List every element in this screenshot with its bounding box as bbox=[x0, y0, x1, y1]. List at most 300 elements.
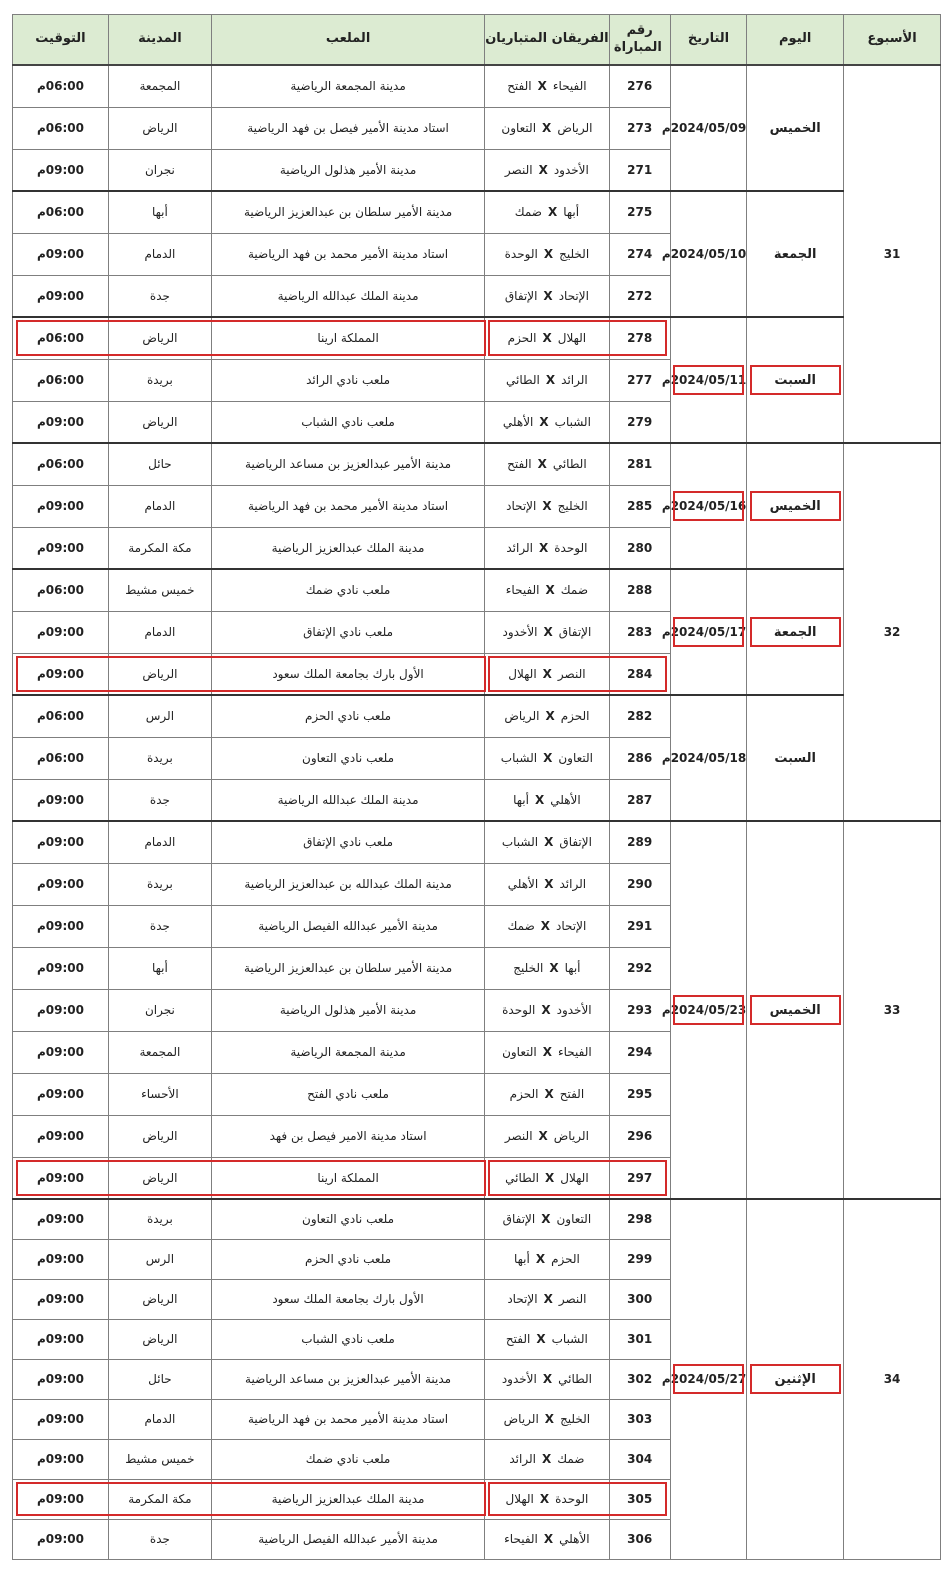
kickoff-time: 06:00م bbox=[13, 737, 109, 779]
match-teams bbox=[485, 1399, 609, 1439]
day-name: الجمعة bbox=[747, 191, 844, 317]
kickoff-time: 09:00م bbox=[13, 905, 109, 947]
city-name: الرياض bbox=[108, 107, 211, 149]
stadium-name: مدينة الأمير عبدالعزيز بن مساعد الرياضية bbox=[211, 1359, 484, 1399]
kickoff-time: 06:00م bbox=[13, 569, 109, 611]
vs-mark: X bbox=[544, 1170, 555, 1185]
match-teams bbox=[485, 191, 609, 233]
vs-mark: X bbox=[545, 373, 556, 387]
stadium-name: المملكة ارينا bbox=[211, 317, 484, 359]
kickoff-time: 09:00م bbox=[13, 1519, 109, 1559]
match-teams bbox=[485, 1359, 609, 1399]
city-name: المجمعة bbox=[108, 1031, 211, 1073]
away-team: الفيحاء bbox=[504, 1532, 538, 1546]
away-team: الرائد bbox=[509, 1452, 536, 1466]
match-teams bbox=[485, 317, 609, 359]
match-number: 296 bbox=[609, 1115, 670, 1157]
header-row bbox=[13, 15, 941, 66]
match-teams bbox=[485, 1479, 609, 1519]
kickoff-time: 09:00م bbox=[13, 1239, 109, 1279]
match-teams bbox=[485, 1031, 609, 1073]
match-number: 287 bbox=[609, 779, 670, 821]
match-teams bbox=[485, 947, 609, 989]
match-number: 291 bbox=[609, 905, 670, 947]
city-name: جدة bbox=[108, 779, 211, 821]
stadium-name: ملعب نادي ضمك bbox=[211, 569, 484, 611]
home-team: التعاون bbox=[558, 751, 594, 765]
match-number: 289 bbox=[609, 821, 670, 863]
home-team: الرائد bbox=[559, 877, 587, 891]
match-teams bbox=[485, 779, 609, 821]
match-teams bbox=[485, 1439, 609, 1479]
match-number: 273 bbox=[609, 107, 670, 149]
match-teams bbox=[485, 1279, 609, 1319]
stadium-name: مدينة المجمعة الرياضية bbox=[211, 65, 484, 107]
home-team: أبها bbox=[563, 205, 580, 220]
away-team: التعاون bbox=[502, 1045, 537, 1059]
city-name: الدمام bbox=[108, 233, 211, 275]
away-team: الطائي bbox=[506, 373, 540, 387]
home-team: الأخدود bbox=[556, 1003, 592, 1017]
match-number: 301 bbox=[609, 1319, 670, 1359]
match-teams bbox=[485, 1239, 609, 1279]
city-name: مكة المكرمة bbox=[108, 527, 211, 569]
match-teams bbox=[485, 1519, 609, 1559]
home-team: الرياض bbox=[557, 121, 593, 135]
match-teams bbox=[485, 149, 609, 191]
match-date: 2024/05/16م bbox=[670, 443, 746, 569]
header-match-no: رقم المباراة bbox=[609, 15, 670, 66]
match-number: 304 bbox=[609, 1439, 670, 1479]
match-teams bbox=[485, 485, 609, 527]
kickoff-time: 09:00م bbox=[13, 1439, 109, 1479]
home-team: الطائي bbox=[552, 457, 587, 472]
away-team: الشباب bbox=[500, 751, 538, 765]
city-name: بريدة bbox=[108, 359, 211, 401]
stadium-name: ملعب نادي الشباب bbox=[211, 401, 484, 443]
home-team: النصر bbox=[557, 666, 586, 681]
city-name: الرياض bbox=[108, 1157, 211, 1199]
kickoff-time: 09:00م bbox=[13, 401, 109, 443]
match-row bbox=[13, 1199, 941, 1239]
away-team: الوحدة bbox=[502, 1003, 536, 1017]
home-team: الفيحاء bbox=[552, 79, 587, 94]
away-team: الفتح bbox=[507, 79, 532, 94]
vs-mark: X bbox=[537, 79, 547, 94]
away-team: أبها bbox=[513, 1252, 530, 1266]
kickoff-time: 09:00م bbox=[13, 863, 109, 905]
home-team: الخليج bbox=[560, 1412, 591, 1426]
match-teams bbox=[485, 401, 609, 443]
away-team: الهلال bbox=[508, 666, 537, 681]
vs-mark: X bbox=[545, 583, 555, 598]
vs-mark: X bbox=[543, 288, 553, 303]
away-team: الرياض bbox=[504, 709, 540, 724]
match-teams bbox=[485, 737, 609, 779]
city-name: الرس bbox=[108, 1239, 211, 1279]
vs-mark: X bbox=[544, 877, 554, 891]
day-name: السبت bbox=[747, 695, 844, 821]
day-name: الخميس bbox=[747, 821, 844, 1199]
stadium-name: استاد مدينة الامير فيصل بن فهد bbox=[211, 1115, 484, 1157]
home-team: الخليج bbox=[557, 499, 588, 513]
vs-mark: X bbox=[542, 331, 552, 346]
vs-mark: X bbox=[540, 919, 551, 933]
stadium-name: استاد مدينة الأمير محمد بن فهد الرياضية bbox=[211, 1399, 484, 1439]
kickoff-time: 06:00م bbox=[13, 695, 109, 737]
match-number: 302 bbox=[609, 1359, 670, 1399]
match-date: 2024/05/09م bbox=[670, 65, 746, 191]
match-number: 303 bbox=[609, 1399, 670, 1439]
away-team: الحزم bbox=[509, 1087, 539, 1101]
kickoff-time: 06:00م bbox=[13, 107, 109, 149]
kickoff-time: 09:00م bbox=[13, 947, 109, 989]
city-name: الدمام bbox=[108, 821, 211, 863]
vs-mark: X bbox=[542, 666, 552, 681]
vs-mark: X bbox=[541, 1003, 551, 1017]
match-teams bbox=[485, 1199, 609, 1239]
city-name: الأحساء bbox=[108, 1073, 211, 1115]
away-team: النصر bbox=[504, 162, 533, 177]
match-number: 286 bbox=[609, 737, 670, 779]
vs-mark: X bbox=[542, 1045, 552, 1059]
match-teams bbox=[485, 821, 609, 863]
week-number: 31 bbox=[844, 65, 941, 443]
away-team: ضمك bbox=[507, 919, 535, 933]
city-name: الرياض bbox=[108, 1279, 211, 1319]
vs-mark: X bbox=[543, 247, 554, 261]
city-name: جدة bbox=[108, 905, 211, 947]
day-name: الجمعة bbox=[747, 569, 844, 695]
home-team: الأهلي bbox=[559, 1532, 590, 1546]
match-number: 290 bbox=[609, 863, 670, 905]
day-name: الخميس bbox=[747, 443, 844, 569]
stadium-name: مدينة الملك عبدالله الرياضية bbox=[211, 275, 484, 317]
vs-mark: X bbox=[535, 1252, 546, 1266]
vs-mark: X bbox=[541, 1452, 552, 1466]
vs-mark: X bbox=[542, 1372, 553, 1386]
city-name: حائل bbox=[108, 443, 211, 485]
stadium-name: مدينة الأمير عبدالله الفيصل الرياضية bbox=[211, 1519, 484, 1559]
vs-mark: X bbox=[539, 414, 549, 429]
kickoff-time: 09:00م bbox=[13, 1279, 109, 1319]
home-team: الحزم bbox=[551, 1252, 580, 1266]
match-number: 278 bbox=[609, 317, 670, 359]
away-team: النصر bbox=[504, 1129, 533, 1143]
stadium-name: مدينة الأمير سلطان بن عبدالعزيز الرياضية bbox=[211, 947, 484, 989]
week-number: 33 bbox=[844, 821, 941, 1199]
stadium-name: استاد مدينة الأمير محمد بن فهد الرياضية bbox=[211, 233, 484, 275]
match-number: 298 bbox=[609, 1199, 670, 1239]
vs-mark: X bbox=[543, 751, 553, 765]
header-time: التوقيت bbox=[13, 15, 109, 66]
match-number: 272 bbox=[609, 275, 670, 317]
home-team: الهلال bbox=[560, 1170, 589, 1185]
stadium-name: ملعب نادي التعاون bbox=[211, 737, 484, 779]
kickoff-time: 06:00م bbox=[13, 317, 109, 359]
kickoff-time: 09:00م bbox=[13, 779, 109, 821]
vs-mark: X bbox=[544, 1087, 554, 1101]
vs-mark: X bbox=[545, 709, 555, 724]
match-row bbox=[13, 695, 941, 737]
match-teams bbox=[485, 1157, 609, 1199]
kickoff-time: 09:00م bbox=[13, 1031, 109, 1073]
stadium-name: مدينة الأمير سلطان بن عبدالعزيز الرياضية bbox=[211, 191, 484, 233]
kickoff-time: 06:00م bbox=[13, 191, 109, 233]
home-team: النصر bbox=[558, 1292, 587, 1306]
home-team: الأخدود bbox=[553, 162, 589, 177]
vs-mark: X bbox=[538, 162, 548, 177]
city-name: بريدة bbox=[108, 1199, 211, 1239]
match-number: 284 bbox=[609, 653, 670, 695]
vs-mark: X bbox=[543, 1532, 554, 1546]
day-name: السبت bbox=[747, 317, 844, 443]
kickoff-time: 09:00م bbox=[13, 149, 109, 191]
vs-mark: X bbox=[541, 1212, 551, 1227]
away-team: الأهلي bbox=[507, 877, 539, 891]
home-team: الإتفاق bbox=[559, 835, 592, 850]
stadium-name: مدينة الملك عبدالله بن عبدالعزيز الرياضية bbox=[211, 863, 484, 905]
match-number: 295 bbox=[609, 1073, 670, 1115]
city-name: الرياض bbox=[108, 1115, 211, 1157]
away-team: الأهلي bbox=[502, 414, 534, 429]
home-team: الأهلي bbox=[550, 792, 581, 807]
match-number: 305 bbox=[609, 1479, 670, 1519]
stadium-name: ملعب نادي ضمك bbox=[211, 1439, 484, 1479]
home-team: ضمك bbox=[557, 1452, 585, 1466]
week-number: 34 bbox=[844, 1199, 941, 1559]
match-teams bbox=[485, 1073, 609, 1115]
home-team: الإتحاد bbox=[556, 919, 587, 933]
match-date: 2024/05/17م bbox=[670, 569, 746, 695]
city-name: الرياض bbox=[108, 401, 211, 443]
home-team: الوحدة bbox=[554, 540, 588, 555]
city-name: أبها bbox=[108, 947, 211, 989]
away-team: الطائي bbox=[505, 1170, 539, 1185]
vs-mark: X bbox=[537, 457, 547, 472]
city-name: الرياض bbox=[108, 317, 211, 359]
city-name: الدمام bbox=[108, 1399, 211, 1439]
match-number: 275 bbox=[609, 191, 670, 233]
match-date: 2024/05/10م bbox=[670, 191, 746, 317]
away-team: الإتحاد bbox=[507, 1292, 538, 1306]
match-teams bbox=[485, 569, 609, 611]
match-date: 2024/05/18م bbox=[670, 695, 746, 821]
stadium-name: ملعب نادي الرائد bbox=[211, 359, 484, 401]
home-team: الرياض bbox=[553, 1129, 589, 1143]
match-number: 299 bbox=[609, 1239, 670, 1279]
home-team: الرائد bbox=[561, 373, 588, 387]
city-name: بريدة bbox=[108, 737, 211, 779]
vs-mark: X bbox=[542, 499, 552, 513]
header-week: الأسبوع bbox=[844, 15, 941, 66]
away-team: الهلال bbox=[505, 1492, 534, 1506]
match-teams bbox=[485, 527, 609, 569]
home-team: الفيحاء bbox=[558, 1045, 592, 1059]
stadium-name: مدينة الأمير عبدالله الفيصل الرياضية bbox=[211, 905, 484, 947]
kickoff-time: 09:00م bbox=[13, 653, 109, 695]
away-team: الخليج bbox=[513, 961, 544, 975]
away-team: الحزم bbox=[507, 331, 537, 346]
home-team: الهلال bbox=[557, 331, 587, 346]
home-team: الشباب bbox=[554, 414, 591, 429]
vs-mark: X bbox=[544, 835, 554, 850]
vs-mark: X bbox=[538, 540, 549, 555]
match-number: 282 bbox=[609, 695, 670, 737]
vs-mark: X bbox=[543, 1292, 553, 1306]
city-name: المجمعة bbox=[108, 65, 211, 107]
kickoff-time: 09:00م bbox=[13, 1479, 109, 1519]
match-number: 306 bbox=[609, 1519, 670, 1559]
city-name: أبها bbox=[108, 191, 211, 233]
stadium-name: مدينة الملك عبدالعزيز الرياضية bbox=[211, 1479, 484, 1519]
kickoff-time: 09:00م bbox=[13, 275, 109, 317]
kickoff-time: 09:00م bbox=[13, 1199, 109, 1239]
stadium-name: استاد مدينة الأمير فيصل بن فهد الرياضية bbox=[211, 107, 484, 149]
home-team: الوحدة bbox=[555, 1492, 589, 1506]
schedule-sheet bbox=[12, 14, 941, 1573]
vs-mark: X bbox=[549, 961, 559, 975]
kickoff-time: 09:00م bbox=[13, 1073, 109, 1115]
away-team: الرياض bbox=[503, 1412, 539, 1426]
stadium-name: ملعب نادي الفتح bbox=[211, 1073, 484, 1115]
match-teams bbox=[485, 695, 609, 737]
header-day: اليوم bbox=[747, 15, 844, 66]
header-date: التاريخ bbox=[670, 15, 746, 66]
city-name: الرياض bbox=[108, 653, 211, 695]
away-team: الأخدود bbox=[501, 1372, 537, 1386]
header-city: المدينة bbox=[108, 15, 211, 66]
match-number: 277 bbox=[609, 359, 670, 401]
match-date: 2024/05/23م bbox=[670, 821, 746, 1199]
kickoff-time: 09:00م bbox=[13, 527, 109, 569]
away-team: الفتح bbox=[505, 1332, 531, 1346]
match-teams bbox=[485, 443, 609, 485]
day-name: الخميس bbox=[747, 65, 844, 191]
home-team: الفتح bbox=[559, 1087, 585, 1101]
match-teams bbox=[485, 611, 609, 653]
vs-mark: X bbox=[536, 1332, 546, 1346]
match-row bbox=[13, 443, 941, 485]
stadium-name: ملعب نادي الحزم bbox=[211, 695, 484, 737]
stadium-name: ملعب نادي التعاون bbox=[211, 1199, 484, 1239]
home-team: الإتفاق bbox=[558, 625, 592, 639]
city-name: الدمام bbox=[108, 485, 211, 527]
vs-mark: X bbox=[542, 121, 552, 135]
home-team: الحزم bbox=[560, 709, 590, 724]
city-name: الرس bbox=[108, 695, 211, 737]
away-team: الفتح bbox=[507, 457, 532, 472]
day-name: الإثنين bbox=[747, 1199, 844, 1559]
match-teams bbox=[485, 1115, 609, 1157]
city-name: جدة bbox=[108, 275, 211, 317]
match-teams bbox=[485, 989, 609, 1031]
home-team: أبها bbox=[564, 961, 581, 975]
kickoff-time: 09:00م bbox=[13, 1359, 109, 1399]
vs-mark: X bbox=[547, 205, 558, 220]
vs-mark: X bbox=[539, 1492, 550, 1506]
match-row bbox=[13, 317, 941, 359]
stadium-name: مدينة الأمير هذلول الرياضية bbox=[211, 149, 484, 191]
home-team: ضمك bbox=[560, 583, 589, 598]
stadium-name: الأول بارك بجامعة الملك سعود bbox=[211, 1279, 484, 1319]
kickoff-time: 06:00م bbox=[13, 359, 109, 401]
home-team: الإتحاد bbox=[558, 288, 589, 303]
home-team: الشباب bbox=[551, 1332, 588, 1346]
match-number: 280 bbox=[609, 527, 670, 569]
kickoff-time: 09:00م bbox=[13, 989, 109, 1031]
city-name: حائل bbox=[108, 1359, 211, 1399]
match-number: 294 bbox=[609, 1031, 670, 1073]
match-number: 300 bbox=[609, 1279, 670, 1319]
match-number: 288 bbox=[609, 569, 670, 611]
match-number: 297 bbox=[609, 1157, 670, 1199]
match-number: 274 bbox=[609, 233, 670, 275]
match-row bbox=[13, 65, 941, 107]
kickoff-time: 09:00م bbox=[13, 821, 109, 863]
header-teams: الفريقان المتباريان bbox=[485, 15, 609, 66]
stadium-name: الأول بارك بجامعة الملك سعود bbox=[211, 653, 484, 695]
match-number: 279 bbox=[609, 401, 670, 443]
stadium-name: ملعب نادي الحزم bbox=[211, 1239, 484, 1279]
stadium-name: المملكة ارينا bbox=[211, 1157, 484, 1199]
match-row bbox=[13, 821, 941, 863]
stadium-name: ملعب نادي الشباب bbox=[211, 1319, 484, 1359]
away-team: الإتفاق bbox=[504, 288, 538, 303]
kickoff-time: 06:00م bbox=[13, 443, 109, 485]
kickoff-time: 09:00م bbox=[13, 1157, 109, 1199]
city-name: الرياض bbox=[108, 1319, 211, 1359]
home-team: الخليج bbox=[559, 247, 590, 261]
away-team: الوحدة bbox=[504, 247, 538, 261]
match-number: 283 bbox=[609, 611, 670, 653]
kickoff-time: 09:00م bbox=[13, 611, 109, 653]
stadium-name: مدينة الملك عبدالعزيز الرياضية bbox=[211, 527, 484, 569]
match-date: 2024/05/27م bbox=[670, 1199, 746, 1559]
away-team: الفيحاء bbox=[505, 583, 540, 598]
stadium-name: مدينة الأمير عبدالعزيز بن مساعد الرياضية bbox=[211, 443, 484, 485]
match-teams bbox=[485, 863, 609, 905]
match-row bbox=[13, 569, 941, 611]
kickoff-time: 09:00م bbox=[13, 485, 109, 527]
away-team: التعاون bbox=[501, 121, 537, 135]
header-stadium: الملعب bbox=[211, 15, 484, 66]
week-number: 32 bbox=[844, 443, 941, 821]
stadium-name: استاد مدينة الأمير محمد بن فهد الرياضية bbox=[211, 485, 484, 527]
away-team: الإتحاد bbox=[506, 499, 537, 513]
away-team: ضمك bbox=[514, 205, 542, 220]
city-name: نجران bbox=[108, 989, 211, 1031]
away-team: الإتفاق bbox=[502, 1212, 536, 1227]
kickoff-time: 09:00م bbox=[13, 1319, 109, 1359]
kickoff-time: 06:00م bbox=[13, 65, 109, 107]
match-number: 276 bbox=[609, 65, 670, 107]
match-teams bbox=[485, 1319, 609, 1359]
schedule-table bbox=[12, 14, 941, 1560]
kickoff-time: 09:00م bbox=[13, 1399, 109, 1439]
city-name: مكة المكرمة bbox=[108, 1479, 211, 1519]
away-team: الشباب bbox=[501, 835, 539, 850]
kickoff-time: 09:00م bbox=[13, 1115, 109, 1157]
stadium-name: مدينة الملك عبدالله الرياضية bbox=[211, 779, 484, 821]
match-teams bbox=[485, 107, 609, 149]
stadium-name: ملعب نادي الإتفاق bbox=[211, 611, 484, 653]
match-number: 292 bbox=[609, 947, 670, 989]
stadium-name: مدينة المجمعة الرياضية bbox=[211, 1031, 484, 1073]
match-teams bbox=[485, 653, 609, 695]
match-teams bbox=[485, 65, 609, 107]
away-team: الأخدود bbox=[502, 625, 538, 639]
